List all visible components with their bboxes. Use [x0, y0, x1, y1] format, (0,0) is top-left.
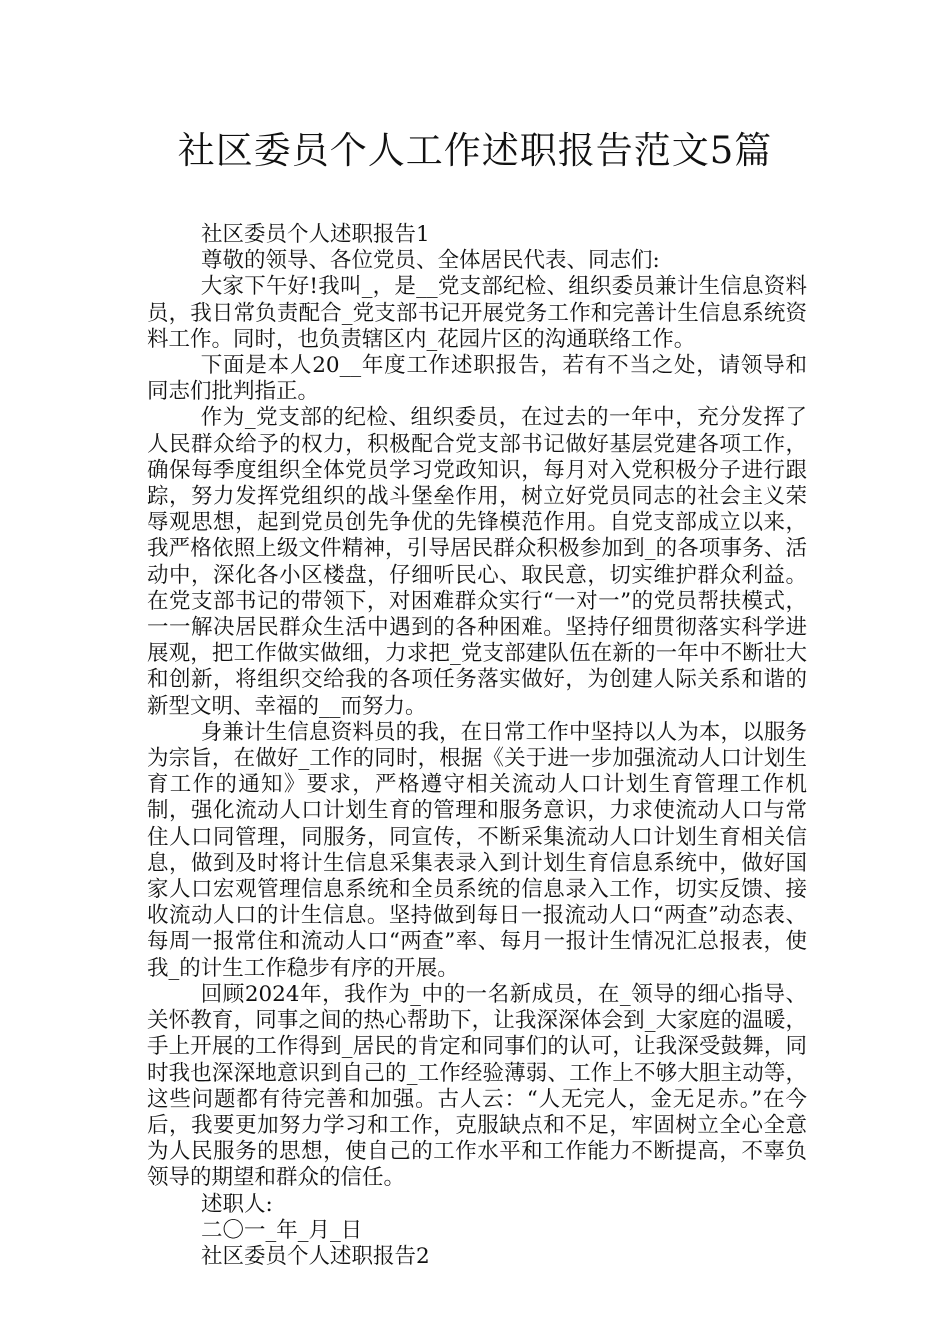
signature-label: 述职人: [201, 1191, 273, 1217]
date-line: 二〇一_年_月_日 [201, 1217, 363, 1243]
paragraph-1: 大家下午好!我叫_，是__党支部纪检、组织委员兼计生信息资料员，我日常负责配合_党支部书记开展党务工作和完善计生信息系统资料工作。同时，也负责辖区内_花园片区的沟通联络工作。 [147, 274, 807, 352]
paragraph-3: 作为_党支部的纪检、组织委员，在过去的一年中，充分发挥了人民群众给予的权力，积极配合党支部书记做好基层党建各项工作，确保每季度组织全体党员学习党政知识，每月对入党积极分子进行跟踪，努力发挥党组织的战斗堡垒作用，树立好党员同志的社会主义荣辱观思想，起到党员创先争优的先锋模范作用。自党支部成立以来，我严格依照上级文件精神，引导居民群众积极参加到_的各项事务、活动中，深化各小区楼盘，仔细听民心、取民意，切实维护群众利益。在党支部书记的带领下，对困难群众实行“一对一”的党员帮扶模式，一一解决居民群众生活中遇到的各种困难。坚持仔细贯彻落实科学进展观，把工作做实做细，力求把_党支部建队伍在新的一年中不断壮大和创新，将组织交给我的各项任务落实做好，为创建人际关系和谐的新型文明、幸福的__而努力。 [147, 405, 807, 719]
report-heading-1: 社区委员个人述职报告1 [201, 222, 430, 247]
report-heading-2: 社区委员个人述职报告2 [201, 1243, 430, 1269]
document-title: 社区委员个人工作述职报告范文5篇 [177, 129, 773, 172]
document-body [147, 222, 807, 1270]
paragraph-2: 下面是本人20__年度工作述职报告，若有不当之处，请领导和同志们批判指正。 [147, 353, 807, 405]
paragraph-5: 回顾2024年，我作为_中的一名新成员，在_领导的细心指导、关怀教育，同事之间的热心帮助下，让我深深体会到_大家庭的温暖，手上开展的工作得到_居民的肯定和同事们的认可，让我深受鼓舞，同时我也深深地意识到自己的_工作经验薄弱、工作上不够大胆主动等，这些问题都有待完善和加强。古人云：“人无完人，金无足赤。”在今后，我要更加努力学习和工作，克服缺点和不足，牢固树立全心全意为人民服务的思想，使自己的工作水平和工作能力不断提高，不辜负领导的期望和群众的信任。 [147, 981, 807, 1191]
salutation: 尊敬的领导、各位党员、全体居民代表、同志们: [201, 248, 660, 274]
paragraph-4: 身兼计生信息资料员的我，在日常工作中坚持以人为本，以服务为宗旨，在做好_工作的同时，根据《关于进一步加强流动人口计划生育工作的通知》要求，严格遵守相关流动人口计划生育管理工作机制，强化流动人口计划生育的管理和服务意识，力求使流动人口与常住人口同管理，同服务，同宣传，不断采集流动人口计划生育相关信息，做到及时将计生信息采集表录入到计划生育信息系统中，做好国家人口宏观管理信息系统和全员系统的信息录入工作，切实反馈、接收流动人口的计生信息。坚持做到每日一报流动人口“两查”动态表、每周一报常住和流动人口“两查”率、每月一报计生情况汇总报表，使我_的计生工作稳步有序的开展。 [147, 719, 807, 981]
